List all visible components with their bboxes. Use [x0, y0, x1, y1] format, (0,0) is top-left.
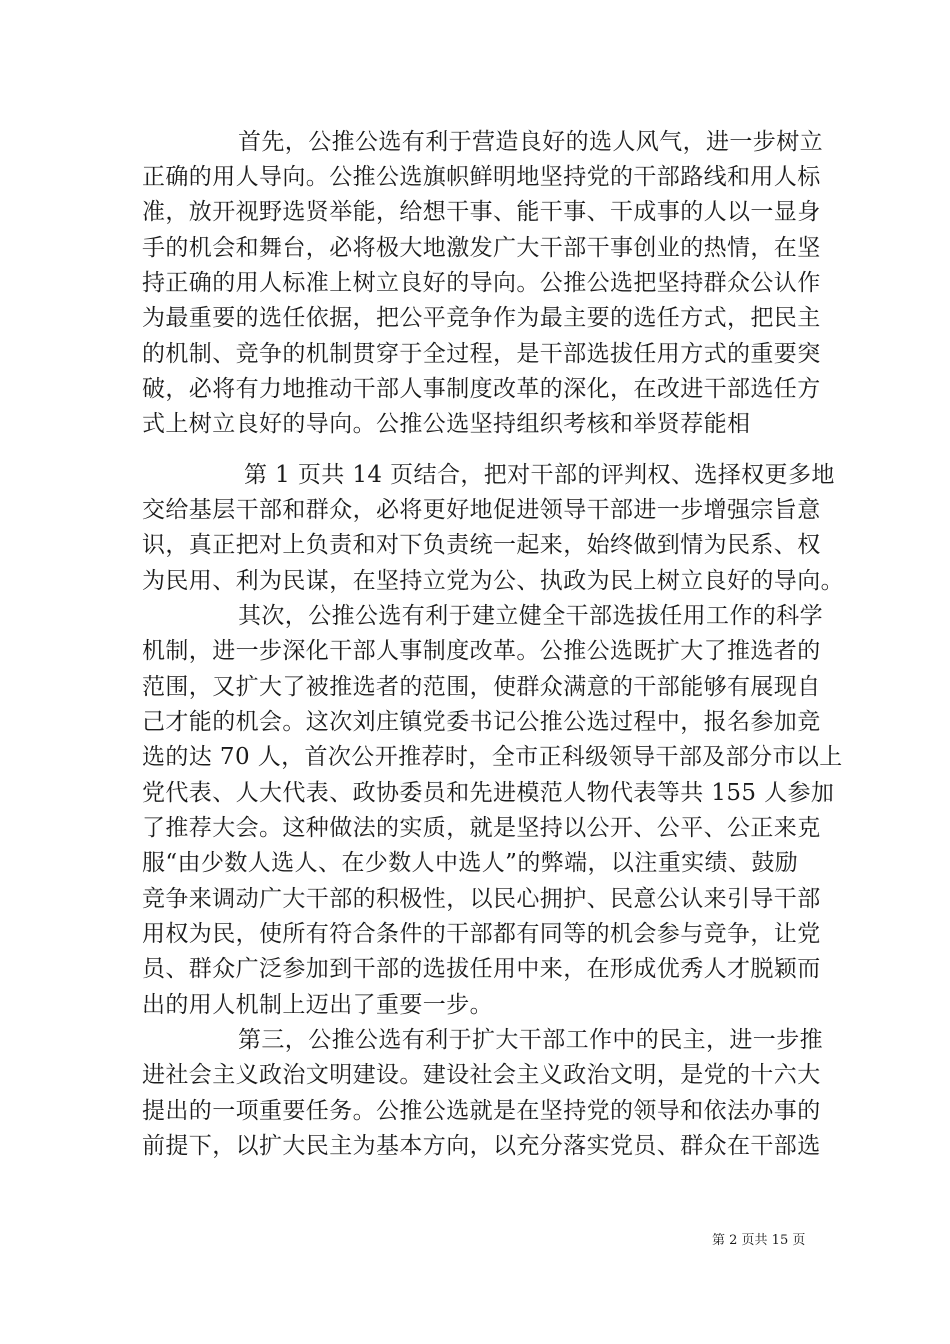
paragraph-2-line-8: 服“由少数人选人、在少数人中选人”的弊端，以注重实绩、鼓励 — [142, 850, 799, 876]
paragraph-2-line-7: 了推荐大会。这种做法的实质，就是坚持以公开、公平、公正来克 — [142, 815, 821, 841]
paragraph-2-line-10: 用权为民，使所有符合条件的干部都有同等的机会参与竞争，让党 — [142, 921, 821, 947]
paragraph-3-line-1: 第三，公推公选有利于扩大干部工作中的民主，进一步推 — [238, 1027, 823, 1053]
paragraph-1-line-6: 为最重要的选任依据，把公平竞争作为最主要的选任方式，把民主 — [142, 305, 821, 331]
paragraph-2-line-12: 出的用人机制上迈出了重要一步。 — [142, 992, 493, 1018]
paragraph-3-line-2: 进社会主义政治文明建设。建设社会主义政治文明，是党的十六大 — [142, 1062, 821, 1088]
page-footer: 第 2 页共 15 页 — [712, 1233, 806, 1248]
paragraph-1-line-8: 破，必将有力地推动干部人事制度改革的深化，在改进干部选任方 — [142, 376, 821, 402]
paragraph-1-line-13: 为民用、利为民谋，在坚持立党为公、执政为民上树立良好的导向。 — [142, 568, 844, 594]
paragraph-2-line-1: 其次，公推公选有利于建立健全干部选拔任用工作的科学 — [238, 603, 823, 629]
paragraph-1-line-2: 正确的用人导向。公推公选旗帜鲜明地坚持党的干部路线和用人标 — [142, 164, 821, 190]
paragraph-2-line-11: 员、群众广泛参加到干部的选拔任用中来，在形成优秀人才脱颖而 — [142, 956, 821, 982]
paragraph-1-line-9: 式上树立良好的导向。公推公选坚持组织考核和举贤荐能相 — [142, 411, 751, 437]
paragraph-1-line-12: 识，真正把对上负责和对下负责统一起来，始终做到情为民系、权 — [142, 532, 821, 558]
paragraph-2-line-4: 己才能的机会。这次刘庄镇党委书记公推公选过程中，报名参加竞 — [142, 709, 821, 735]
paragraph-1-line-1: 首先，公推公选有利于营造良好的选人风气，进一步树立 — [238, 129, 823, 155]
paragraph-1-line-3: 准，放开视野选贤举能，给想干事、能干事、干成事的人以一显身 — [142, 199, 821, 225]
paragraph-3-line-4: 前提下，以扩大民主为基本方向，以充分落实党员、群众在干部选 — [142, 1133, 821, 1159]
paragraph-3-line-3: 提出的一项重要任务。公推公选就是在坚持党的领导和依法办事的 — [142, 1098, 821, 1124]
paragraph-1-line-10-with-page-marker: 第 1 页共 14 页结合，把对干部的评判权、选择权更多地 — [244, 462, 835, 488]
paragraph-2-line-6: 党代表、人大代表、政协委员和先进模范人物代表等共 155 人参加 — [142, 780, 835, 806]
paragraph-1-line-5: 持正确的用人标准上树立良好的导向。公推公选把坚持群众公认作 — [142, 270, 821, 296]
paragraph-1-line-4: 手的机会和舞台，必将极大地激发广大干部干事创业的热情，在坚 — [142, 235, 821, 261]
paragraph-2-line-5: 选的达 70 人，首次公开推荐时，全市正科级领导干部及部分市以上 — [142, 744, 843, 770]
paragraph-2-line-2: 机制，进一步深化干部人事制度改革。公推公选既扩大了推选者的 — [142, 638, 821, 664]
paragraph-2-line-9: 竞争来调动广大干部的积极性，以民心拥护、民意公认来引导干部 — [142, 886, 821, 912]
paragraph-2-line-3: 范围，又扩大了被推选者的范围，使群众满意的干部能够有展现自 — [142, 674, 821, 700]
paragraph-1-line-11: 交给基层干部和群众，必将更好地促进领导干部进一步增强宗旨意 — [142, 497, 821, 523]
paragraph-1-line-7: 的机制、竞争的机制贯穿于全过程，是干部选拔任用方式的重要突 — [142, 341, 821, 367]
